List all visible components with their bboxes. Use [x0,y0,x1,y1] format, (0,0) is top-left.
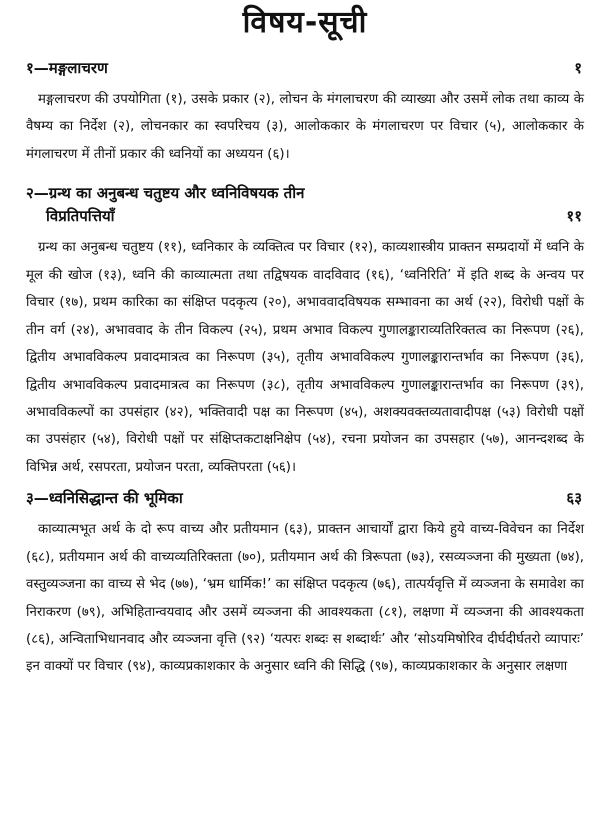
section-3 [26,487,584,681]
section-title: ३—ध्वनिसिद्धान्त की भूमिका [26,489,183,508]
section-2 [26,182,584,481]
section-title: २—ग्रन्थ का अनुबन्ध चतुष्टय और ध्वनिविषयक तीन [26,183,305,202]
section-heading [26,57,584,80]
section-body: मङ्गलाचरण की उपयोगिता (१), उसके प्रकार (२), लोचन के मंगलाचरण की व्याख्या और उसमें लोक तथा काव्य के वैषम्य का निर्देश (२), लोचनकार का स्वपरिचय (३), आलोककार के मंगलाचरण पर विचार (५), आलोककार के मंगलाचरण में तीनों प्रकार की ध्वनियों का अध्ययन (६)। [26,91,584,162]
section-heading [26,182,584,229]
section-heading [26,487,584,510]
section-body: ग्रन्थ का अनुबन्ध चतुष्टय (११), ध्वनिकार के व्यक्तित्व पर विचार (१२), काव्यशास्त्रीय प्राक्तन सम्प्रदायों में ध्वनि के मूल की खोज (१३), ध्वनि की काव्यात्मता तथा तद्विषयक वादविवाद (१६), ‘ध्वनिरिति’ में इति शब्द के अन्वय पर विचार (१७), प्रथम कारिका का संक्षिप्त पदकृत्य (२०), अभाववादविषयक सम्भावना का अर्थ (२२), विरोधी पक्षों के तीन वर्ग (२४), अभाववाद के तीन विकल्प (२५), प्रथम अभाव विकल्प गुणालङ्काराव्यतिरिक्तत्व का निरूपण (२६), द्वितीय अभावविकल्प प्रवादमात्रत्व का निरूपण (३५), तृतीय अभावविकल्प गुणालङ्कारान्तर्भाव का निरूपण (३६), द्वितीय अभावविकल्प प्रवादमात्रत्व का निरूपण (३८), तृतीय अभावविकल्प गुणालङ्कारान्तर्भाव का निरूपण (३९), अभावविकल्पों का उपसंहार (४२), भक्तिवादी पक्ष का निरूपण (४५), अशक्यवक्तव्यतावादीपक्ष (५३) विरोधी पक्षों का उपसंहार (५४), विरोधी पक्षों पर संक्षिप्तकटाक्षनिक्षेप (५४), रचना प्रयोजन का उपसहार (५७), आनन्दशब्द के विभिन्न अर्थ, रसपरता, प्रयोजन परता, व्यक्तिपरता (५६)। [26,240,584,475]
section-1 [26,57,584,168]
section-title-continuation-row [26,205,584,228]
section-page-number: ११ [566,207,582,226]
section-page-number: १ [574,58,582,77]
section-title: १—मङ्गलाचरण [26,58,108,77]
page-title: विषय-सूची [242,5,368,40]
section-page-number: ६३ [566,489,582,508]
section-body: काव्यात्मभूत अर्थ के दो रूप वाच्य और प्रतीयमान (६३), प्राक्तन आचार्यों द्वारा किये हुये वाच्य-विवेचन का निर्देश (६८), प्रतीयमान अर्थ की वाच्यव्यतिरिक्तता (७०), प्रतीयमान अर्थ की त्रिरूपता (७३), रसव्यञ्जना की मुख्यता (७४), वस्तुव्यञ्जना का वाच्य से भेद (७७), ‘भ्रम धार्मिक!’ का संक्षिप्त पदकृत्य (७६), तात्पर्यवृत्ति में व्यञ्जना के समावेश का निराकरण (७९), अभिहितान्वयवाद और उसमें व्यञ्जना की आवश्यकता (८१), लक्षणा में व्यञ्जना की आवश्यकता (८६), अन्विताभिधानवाद और व्यञ्जना वृत्ति (९२) ‘यत्परः शब्दः स शब्दार्थः’ और ‘सोऽयमिषोरिव दीर्घदीर्घतरो व्यापारः’ इन वाक्यों पर विचार (९४), काव्यप्रकाशकार के अनुसार ध्वनि की सिद्धि (९७), काव्यप्रकाशकार के अनुसार लक्षणा [26,522,584,675]
section-title-line2: विप्रतिपत्तियाँ [46,207,115,226]
